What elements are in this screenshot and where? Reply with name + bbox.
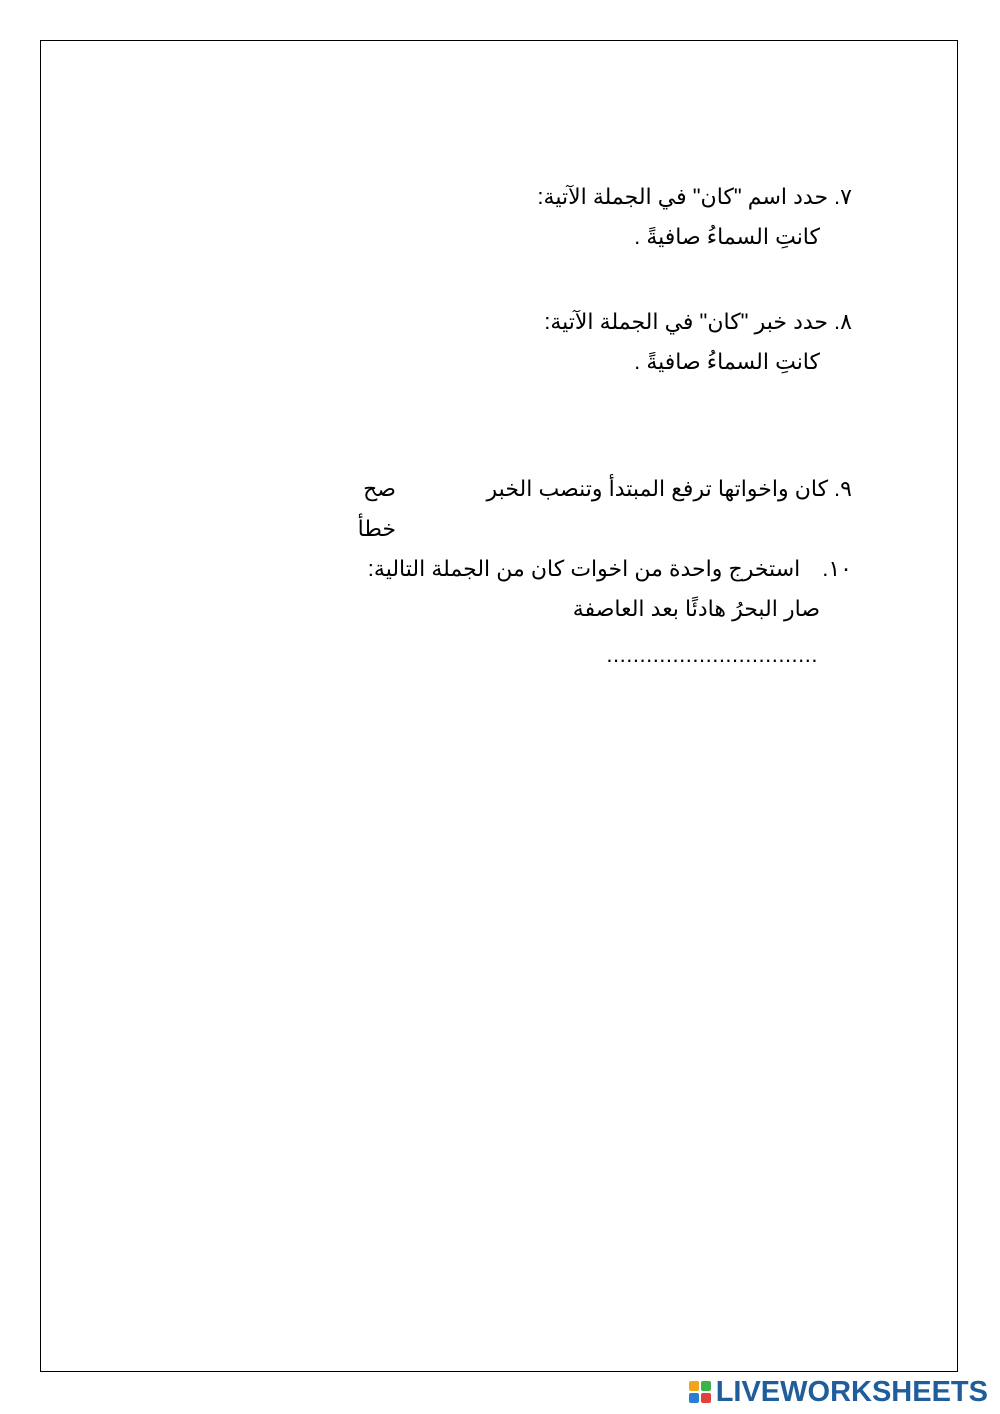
brand-footer <box>688 1374 988 1410</box>
question-8-text: حدد خبر "كان" في الجملة الآتية: <box>544 309 829 334</box>
page-frame <box>40 40 958 1372</box>
question-9-number: ٩. <box>834 476 852 501</box>
question-9-prompt <box>487 472 852 506</box>
answer-blank[interactable]: ................................ <box>606 642 818 667</box>
question-8-prompt <box>544 305 852 339</box>
question-8-number: ٨. <box>834 309 852 334</box>
liveworksheets-logo-icon <box>688 1380 712 1404</box>
question-7-text: حدد اسم "كان" في الجملة الآتية: <box>537 184 829 209</box>
question-9-text: كان واخواتها ترفع المبتدأ وتنصب الخبر <box>486 476 829 501</box>
question-10-prompt <box>368 552 852 586</box>
question-7-sentence: كانتِ السماءُ صافيةً . <box>634 224 820 249</box>
question-10-number: ١٠. <box>822 556 852 581</box>
question-10-sentence: صار البحرُ هادئًا بعد العاصفة <box>572 596 820 621</box>
question-10-text: استخرج واحدة من اخوات كان من الجملة التالية: <box>367 556 801 581</box>
question-7-prompt <box>537 180 852 214</box>
choice-false[interactable]: خطأ <box>357 516 396 541</box>
question-8-sentence: كانتِ السماءُ صافيةً . <box>634 349 820 374</box>
brand-name: LIVEWORKSHEETS <box>715 1375 988 1408</box>
question-7-number: ٧. <box>834 184 852 209</box>
choice-true[interactable]: صح <box>363 476 396 501</box>
